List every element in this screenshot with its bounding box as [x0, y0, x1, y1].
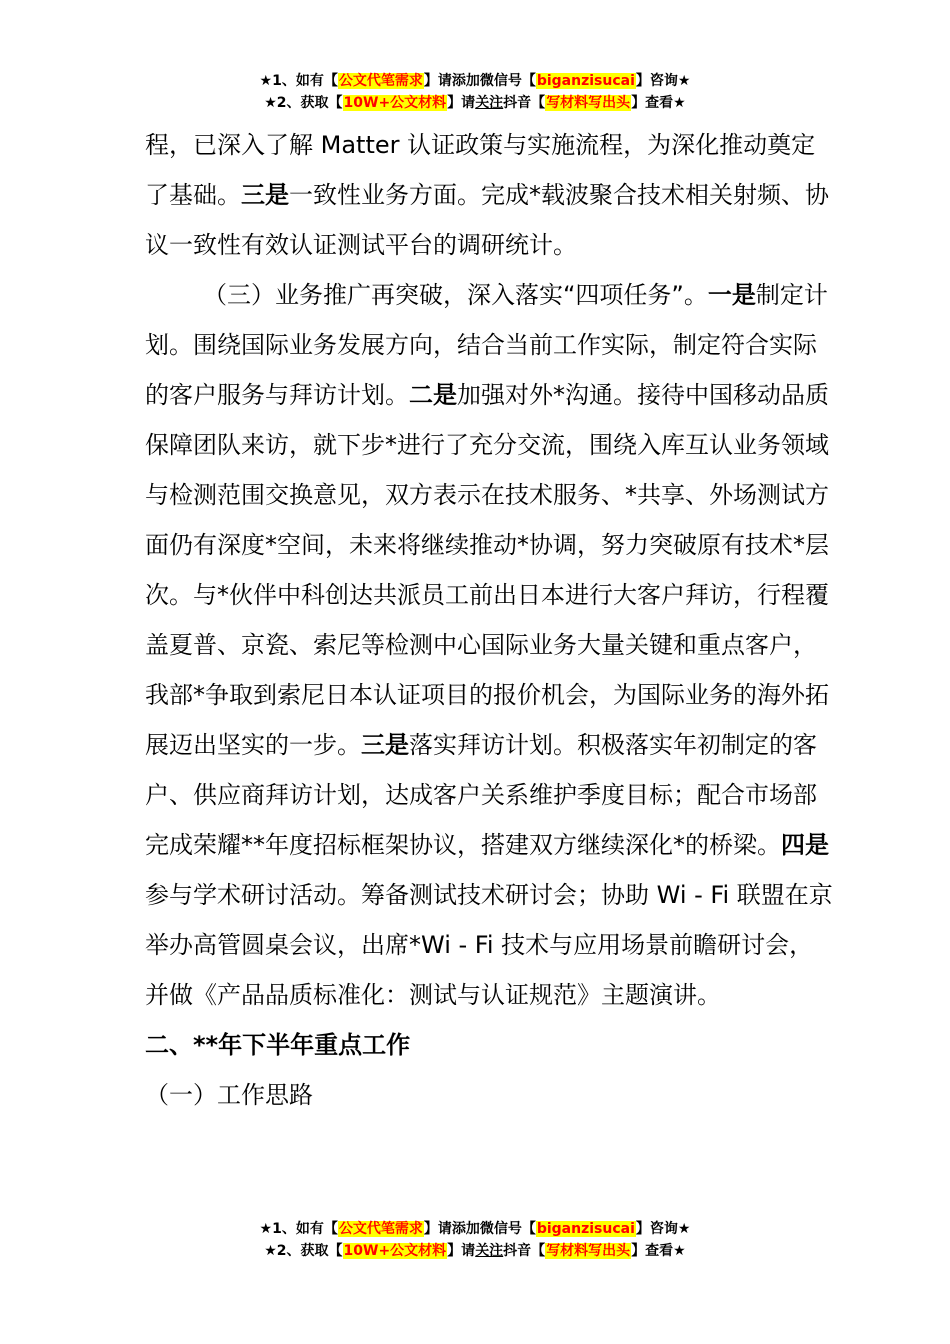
header-banner	[0, 70, 950, 114]
highlight-service: 公文代笔需求	[338, 73, 423, 89]
paragraph-1: 程，已深入了解 Matter 认证政策与实施流程，为深化推动奠定了基础。三是一致性业务方面。完成*载波聚合技术相关射频、协议一致性有效认证测试平台的调研统计。	[145, 131, 829, 259]
banner-line-1: ★1、如有【公文代笔需求】请添加微信号【biganzisucai】咨询★	[259, 1221, 691, 1237]
document-body	[145, 120, 835, 1120]
highlight-service: 公文代笔需求	[338, 1221, 423, 1237]
footer-banner	[0, 1218, 950, 1262]
underline-follow: 关注	[475, 1243, 504, 1259]
highlight-wechat-id: biganzisucai	[536, 73, 635, 89]
highlight-wechat-id: biganzisucai	[536, 1221, 635, 1237]
section-heading: 二、**年下半年重点工作	[145, 1031, 411, 1059]
highlight-douyin: 写材料写出头	[546, 1243, 631, 1259]
underline-follow: 关注	[475, 95, 504, 111]
highlight-douyin: 写材料写出头	[546, 95, 631, 111]
highlight-materials: 10W+公文材料	[343, 95, 447, 111]
section-subheading: （一）工作思路	[145, 1081, 313, 1109]
highlight-materials: 10W+公文材料	[343, 1243, 447, 1259]
banner-line-2: ★2、获取【10W+公文材料】请关注抖音【写材料写出头】查看★	[264, 95, 686, 111]
banner-line-1: ★1、如有【公文代笔需求】请添加微信号【biganzisucai】咨询★	[259, 73, 691, 89]
paragraph-2: （三）业务推广再突破，深入落实“四项任务”。一是制定计划。围绕国际业务发展方向，结合当前工作实际，制定符合实际的客户服务与拜访计划。二是加强对外*沟通。接待中国移动品质保障团队来访，就下步*进行了充分交流，围绕入库互认业务领域与检测范围交换意见，双方表示在技术服务、*共享、外场测试方面仍有深度*空间，未来将继续推动*协调，努力突破原有技术*层次。与*伙伴中科创达共派员工前出日本进行大客户拜访，行程覆盖夏普、京瓷、索尼等检测中心国际业务大量关键和重点客户，我部*争取到索尼日本认证项目的报价机会，为国际业务的海外拓展迈出坚实的一步。三是落实拜访计划。积极落实年初制定的客户、供应商拜访计划，达成客户关系维护季度目标；配合市场部完成荣耀**年度招标框架协议，搭建双方继续深化*的桥梁。四是参与学术研讨活动。筹备测试技术研讨会；协助 Wi - Fi 联盟在京举办高管圆桌会议，出席*Wi - Fi 技术与应用场景前瞻研讨会，并做《产品品质标准化：测试与认证规范》主题演讲。	[145, 281, 833, 1009]
banner-line-2: ★2、获取【10W+公文材料】请关注抖音【写材料写出头】查看★	[264, 1243, 686, 1259]
